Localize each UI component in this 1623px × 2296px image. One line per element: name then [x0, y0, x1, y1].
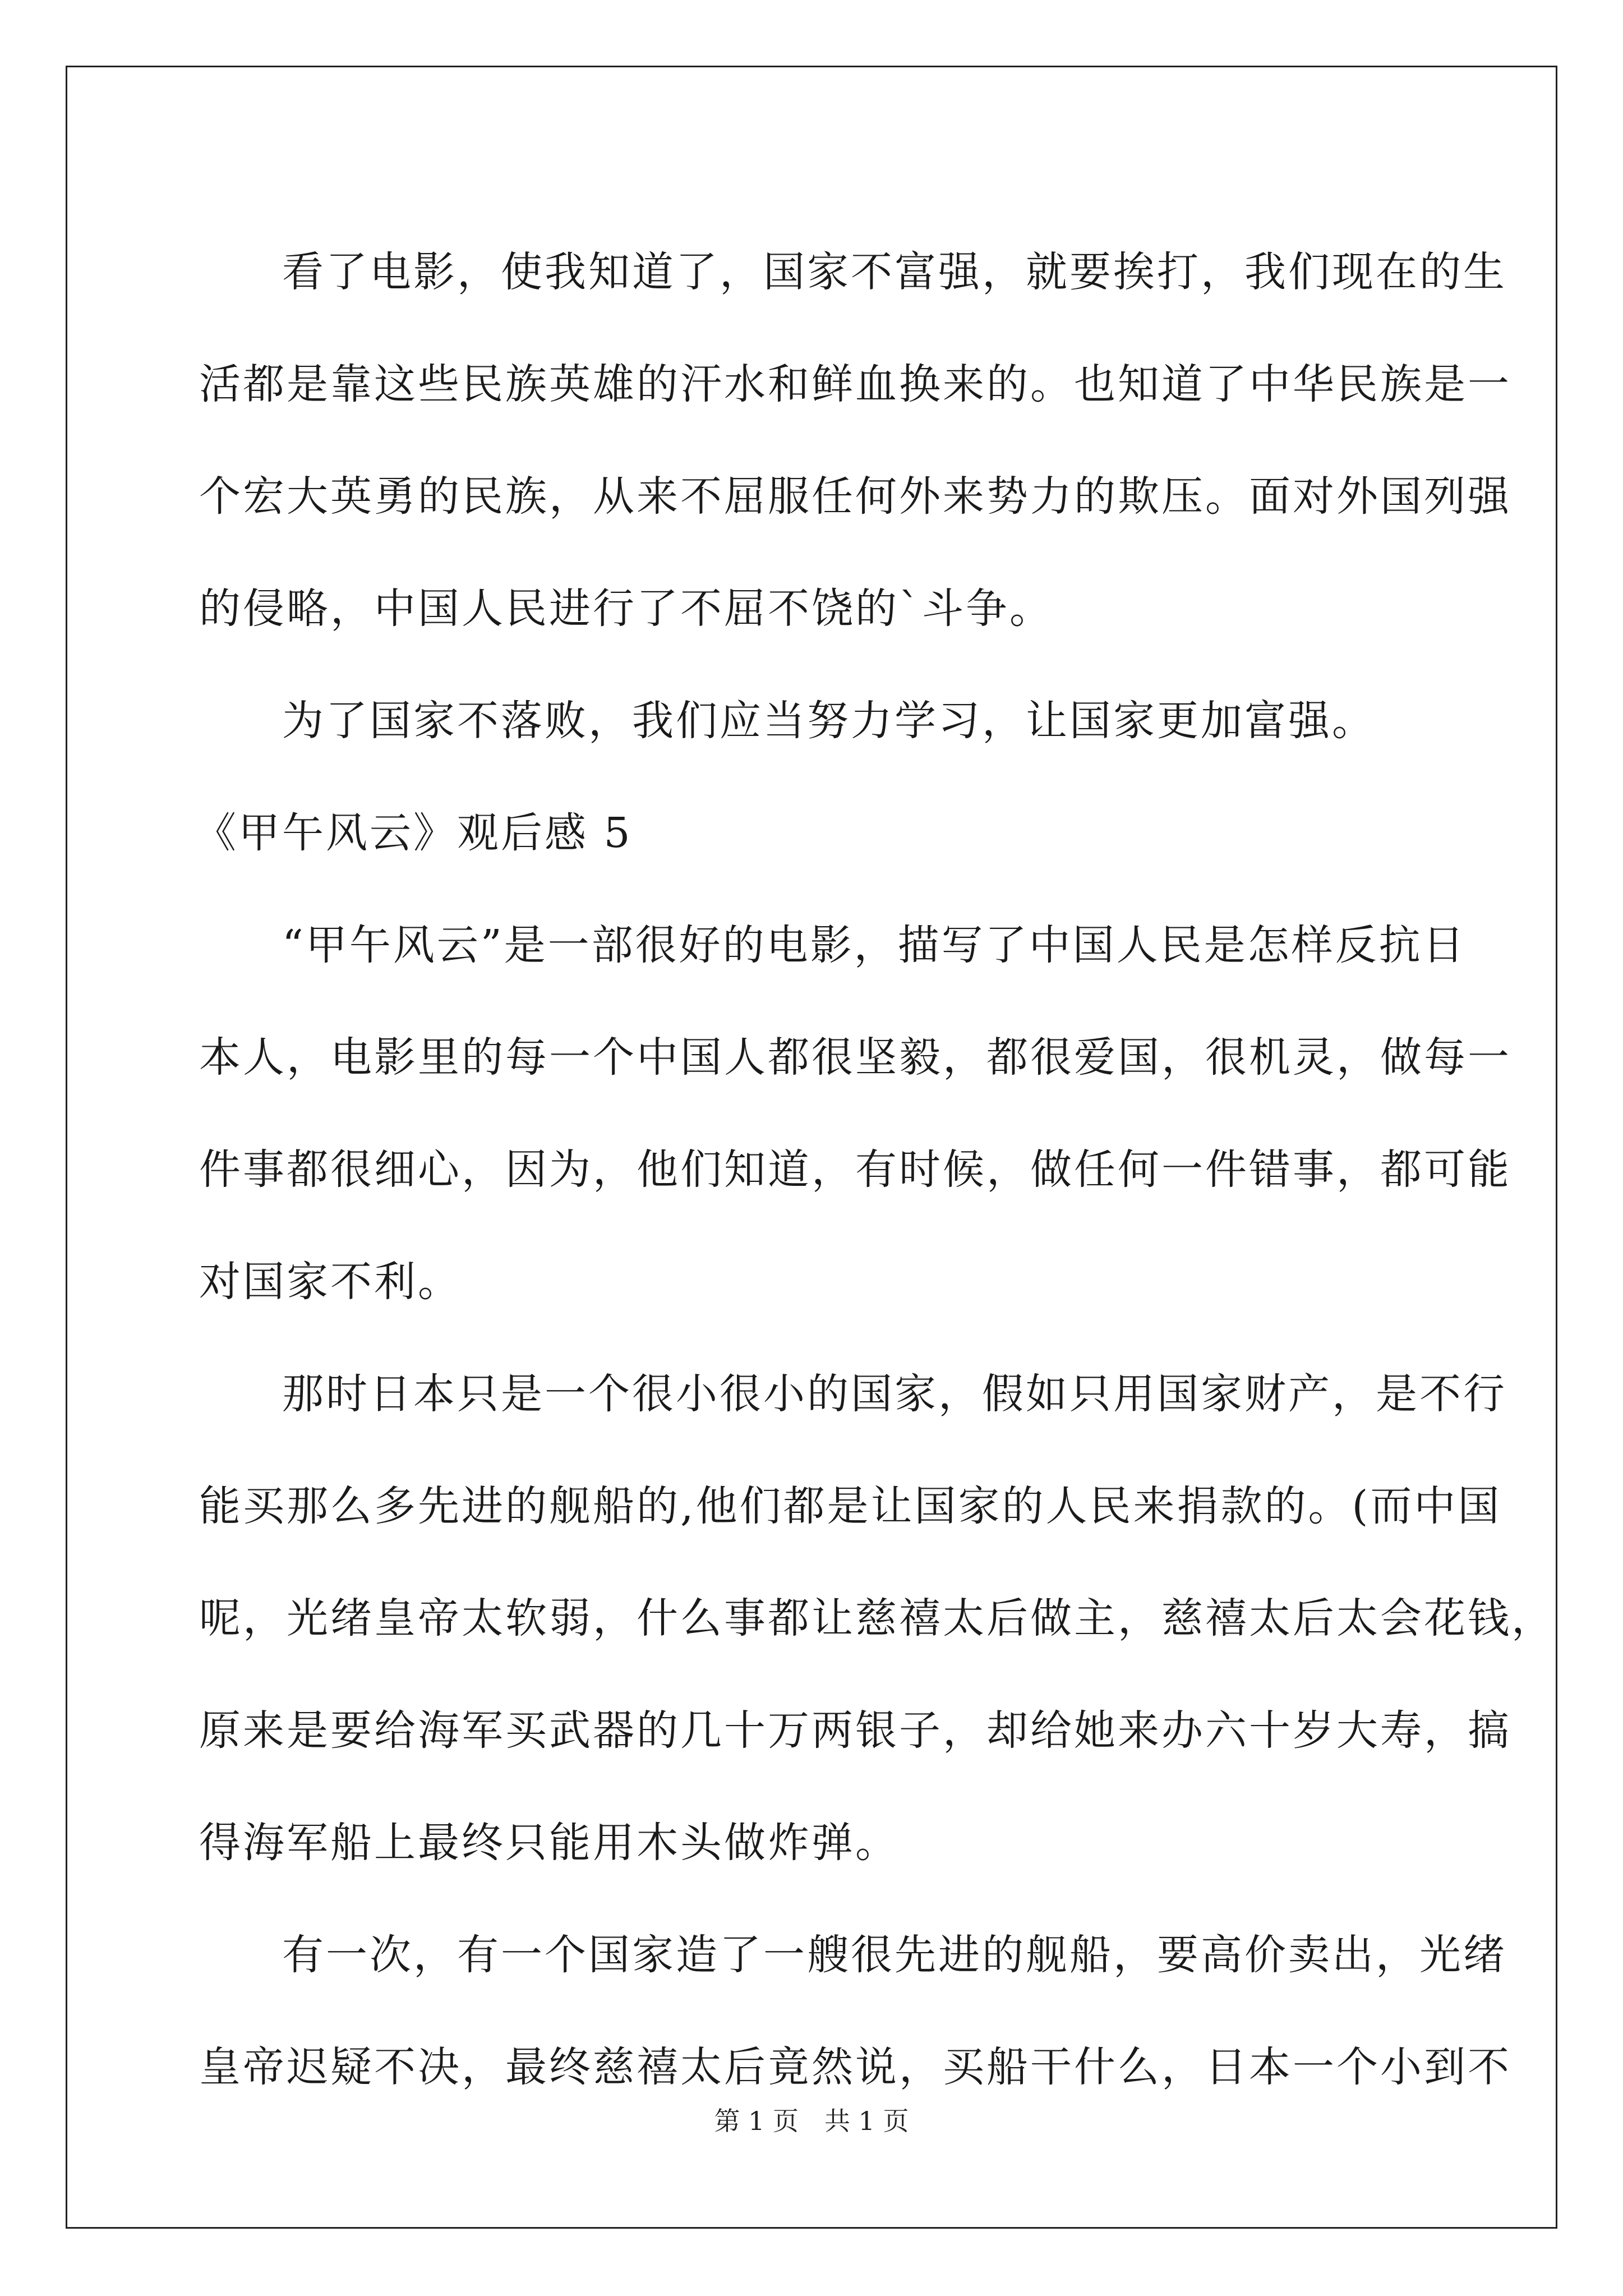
text-line: 有一次，有一个国家造了一艘很先进的舰船，要高价卖出，光绪 — [282, 1931, 1507, 1979]
text-line: “甲午风云”是一部很好的电影，描写了中国人民是怎样反抗日 — [282, 921, 1467, 969]
paragraph — [199, 1899, 1511, 2123]
section-heading: 《甲午风云》观后感 5 — [195, 809, 633, 857]
text-line: 为了国家不落败，我们应当努力学习，让国家更加富强。 — [282, 697, 1376, 745]
text-line: 活都是靠这些民族英雄的汗水和鲜血换来的。也知道了中华民族是一 — [199, 360, 1511, 408]
text-line: 那时日本只是一个很小很小的国家，假如只用国家财产，是不行 — [282, 1370, 1507, 1418]
text-line: 个宏大英勇的民族，从来不屈服任何外来势力的欺压。面对外国列强 — [199, 472, 1511, 521]
text-line: 皇帝迟疑不决，最终慈禧太后竟然说，买船干什么，日本一个小到不 — [199, 2043, 1511, 2091]
paragraph — [199, 665, 1461, 777]
text-line: 件事都很细心，因为，他们知道，有时候，做任何一件错事，都可能 — [199, 1145, 1511, 1194]
text-line: 能买那么多先进的舰船的,他们都是让国家的人民来捐款的。(而中国 — [199, 1482, 1502, 1530]
text-line: 原来是要给海军买武器的几十万两银子，却给她来办六十岁大寿，搞 — [199, 1706, 1511, 1755]
paragraph — [199, 1338, 1555, 1899]
paragraph — [199, 889, 1511, 1338]
text-line: 对国家不利。 — [199, 1258, 462, 1306]
text-line: 看了电影，使我知道了，国家不富强，就要挨打，我们现在的生 — [282, 248, 1507, 296]
text-line: 得海军船上最终只能用木头做炸弹。 — [199, 1819, 899, 1867]
paragraph — [199, 216, 1511, 665]
page-footer: 第 1 页 共 1 页 — [714, 2106, 909, 2136]
text-line: 本人，电影里的每一个中国人都很坚毅，都很爱国，很机灵，做每一 — [199, 1033, 1511, 1082]
text-line: 的侵略，中国人民进行了不屈不饶的`斗争。 — [199, 585, 1053, 633]
text-line: 呢，光绪皇帝太软弱，什么事都让慈禧太后做主，慈禧太后太会花钱， — [199, 1594, 1555, 1642]
document-body — [195, 216, 1555, 2123]
